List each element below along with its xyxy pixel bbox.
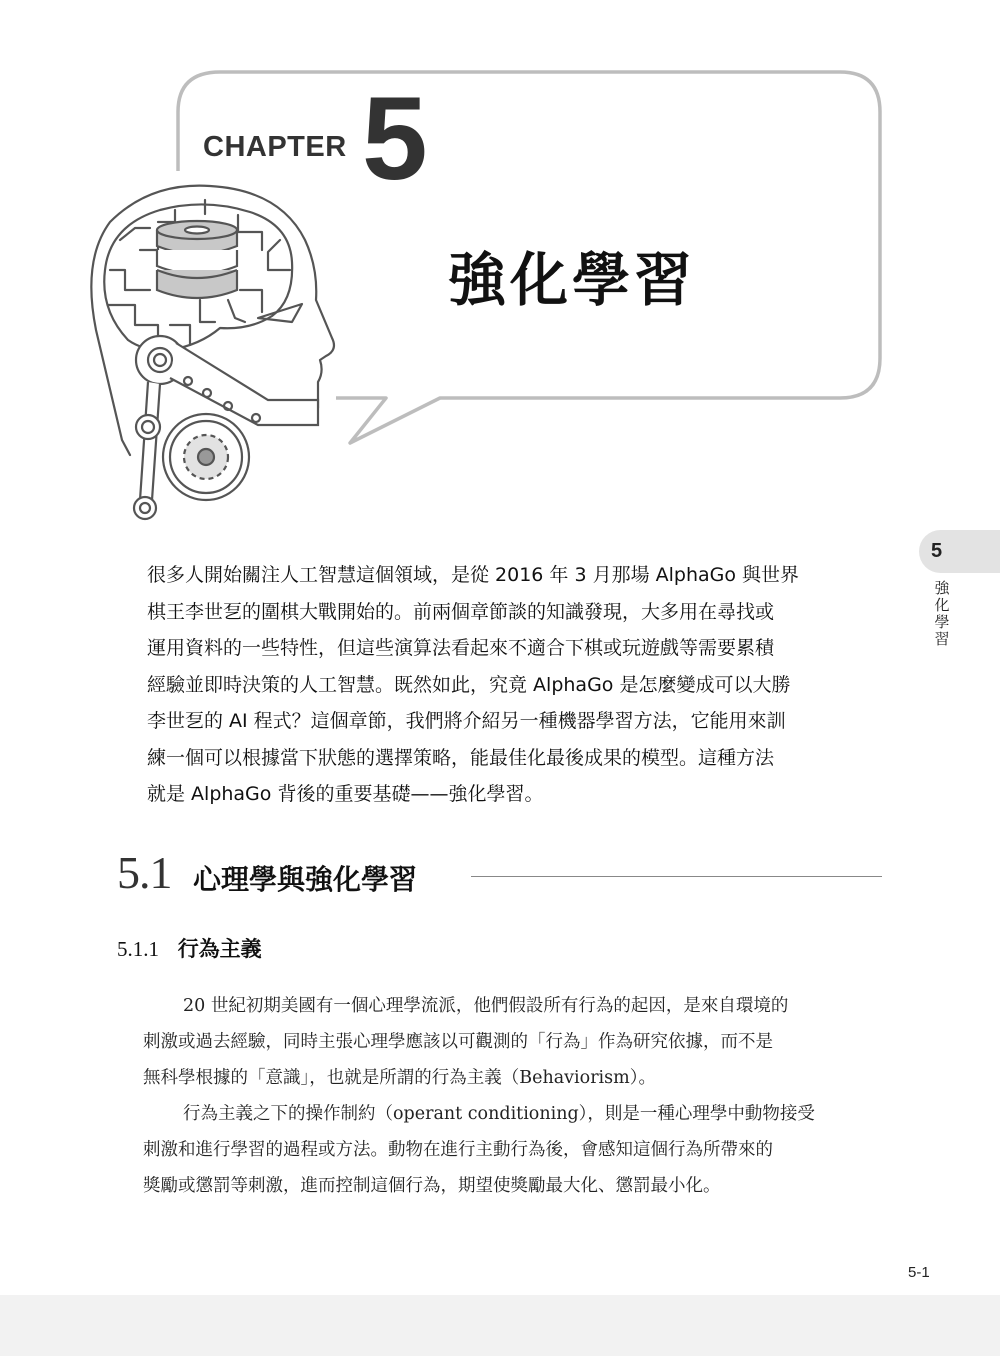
section-title: 心理學與強化學習: [193, 863, 418, 896]
intro-line: 就是 AlphaGo 背後的重要基礎——強化學習。: [147, 783, 544, 805]
chapter-number: 5: [362, 73, 428, 205]
paragraph-line: 獎勵或懲罰等刺激，進而控制這個行為，期望使獎勵最大化、懲罰最小化。: [143, 1176, 721, 1196]
robot-arm-icon: [134, 336, 318, 519]
page-number: 5-1: [908, 1264, 930, 1281]
paragraph-line: 刺激和進行學習的過程或方法。動物在進行主動行為後，會感知這個行為所帶來的: [143, 1140, 773, 1160]
paragraph-line: 無科學根據的「意識」，也就是所謂的行為主義（Behaviorism）。: [143, 1068, 656, 1088]
thumb-tab-char: 習: [934, 630, 950, 648]
thumb-tab-vertical-title: [933, 580, 951, 648]
paragraph-line: 刺激或過去經驗，同時主張心理學應該以可觀測的「行為」作為研究依據，而不是: [143, 1032, 773, 1052]
section-divider: [471, 876, 882, 877]
chapter-title: 強化學習: [448, 246, 697, 314]
body-paragraph: [143, 1096, 883, 1204]
subsection-heading: [117, 933, 262, 963]
intro-line: 運用資料的一些特性，但這些演算法看起來不適合下棋或玩遊戲等需要累積: [147, 637, 775, 659]
chapter-intro-paragraph: [147, 557, 857, 813]
thumb-tab-char: 學: [934, 613, 950, 631]
thumb-tab-char: 強: [934, 579, 950, 597]
intro-line: 棋王李世乭的圍棋大戰開始的。前兩個章節談的知識發現，大多用在尋找或: [147, 600, 775, 623]
page-bottom-margin: [0, 1295, 1000, 1356]
chapter-label: CHAPTER: [203, 131, 347, 163]
intro-line: 經驗並即時決策的人工智慧。既然如此，究竟 AlphaGo 是怎麼變成可以大勝: [147, 673, 791, 696]
intro-line: 練一個可以根據當下狀態的選擇策略，能最佳化最後成果的模型。這種方法: [147, 746, 775, 769]
section-number: 5.1: [117, 847, 172, 898]
intro-line: 很多人開始關注人工智慧這個領域，是從 2016 年 3 月那場 AlphaGo 與世界: [147, 564, 800, 586]
subsection-number: 5.1.1: [117, 937, 159, 961]
subsection-title: 行為主義: [177, 937, 262, 961]
database-icon: [157, 221, 237, 298]
paragraph-line: 20 世紀初期美國有一個心理學流派，他們假設所有行為的起因，是來自環境的: [183, 996, 789, 1016]
paragraph-line: 行為主義之下的操作制約（operant conditioning），則是一種心理學中動物接受: [183, 1104, 815, 1124]
thumb-tab-char: 化: [934, 596, 950, 614]
thumb-tab-number: 5: [931, 540, 943, 562]
intro-line: 李世乭的 AI 程式？這個章節，我們將介紹另一種機器學習方法，它能用來訓: [147, 710, 786, 732]
body-paragraph: [143, 988, 883, 1096]
